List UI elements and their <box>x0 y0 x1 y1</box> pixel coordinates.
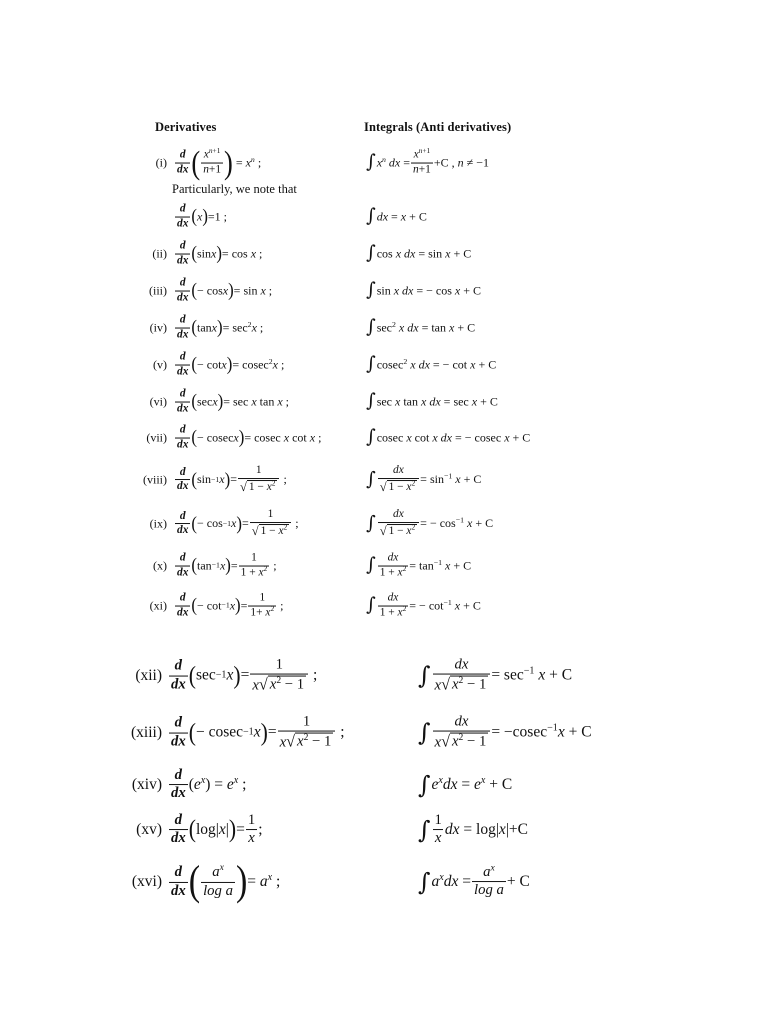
row-number: (xiii) <box>131 724 162 741</box>
derivative-formula: $\frac{d}{dx}$ ( sec x ) = sec x tan x ; <box>177 387 289 415</box>
integral-formula: ∫ sin x dx = − cos x + C <box>366 279 481 301</box>
derivative-formula: $\frac{d}{dx}$ ( − cosec −1 x ) = 1 x √ $x^2 - 1$ ; <box>171 713 345 751</box>
formula-row-ii <box>0 239 768 267</box>
integral-formula: ∫ $e^xdx = e^x + C$ <box>418 770 513 799</box>
derivative-formula: $\frac{d}{dx}$ ( $\frac{a^x}{\text{log a}}$ ) = $a^x$ ; <box>171 858 281 905</box>
formula-row-iii <box>0 276 768 304</box>
formula-row-xii <box>0 656 768 694</box>
formula-row-iv <box>0 313 768 341</box>
row-number: (ii) <box>152 246 167 261</box>
integral-formula: ∫ $a^xdx$ = $\frac{a^x}{\text{log a}}$ + C <box>418 862 530 899</box>
row-number: (iii) <box>149 283 167 298</box>
derivative-formula: $\frac{d}{dx}$ ( $\frac{x^{n+1}}{n+1}$ ) = $x^n$ ; <box>177 143 262 182</box>
integral-formula: ∫ dx √ $1 - x^2$ = − $\cos^{-1} x + C$ <box>366 508 494 538</box>
derivative-formula: $\frac{d}{dx}$ $(e^x) = e^x$ ; <box>171 767 247 802</box>
integral-formula: ∫ dx √ $1 - x^2$ = $\sin^{-1} x + C$ <box>366 464 482 494</box>
formula-row-i <box>0 143 768 182</box>
formula-row-v <box>0 350 768 378</box>
row-number: (viii) <box>143 472 167 487</box>
formula-row-vii <box>0 423 768 451</box>
formula-row-viii <box>0 464 768 494</box>
integral-formula: ∫ dx x √ $x^2 - 1$ = −cosec$^{-1}$x + C <box>418 713 592 751</box>
integral-formula: ∫ $\frac{dx}{1 + x^2}$ = $\tan^{-1} x + C$ <box>366 551 472 579</box>
row-number: (v) <box>153 357 167 372</box>
formula-row-xvi <box>0 858 768 905</box>
formula-row-xi <box>0 591 768 619</box>
derivative-formula: $\frac{d}{dx}$ ( − cot −1 x ) = $\frac{1}{1+ x^2}$ ; <box>177 591 284 619</box>
formula-row-vi <box>0 387 768 415</box>
integral-formula: ∫ cosec$^2$ x dx = − cot x + C <box>366 353 497 375</box>
row-number: (ix) <box>149 516 167 531</box>
derivatives-header: Derivatives <box>155 120 217 134</box>
row-number: (vi) <box>149 394 167 409</box>
row-number: (xv) <box>136 821 162 838</box>
derivative-formula: $\frac{d}{dx}$ ( sec −1 x ) = 1 x √ $x^2 - 1$ ; <box>171 656 318 694</box>
derivative-formula: $\frac{d}{dx}$ ( tan x ) = $\sec^2x$ ; <box>177 313 264 341</box>
formula-row-xv <box>0 812 768 847</box>
row-number: (xiv) <box>131 776 162 793</box>
derivative-formula: $\frac{d}{dx}$ ( sin −1 x ) = 1 √ $1 - x^2$ ; <box>177 464 287 494</box>
integral-formula: ∫ dx x √ $x^2 - 1$ = $\sec^{-1} x + C$ <box>418 656 573 694</box>
integral-formula: ∫ $\sec^2 x$ dx = tan x + C <box>366 316 476 338</box>
derivative-formula: $\frac{d}{dx}$ ( − cos x ) = sin x ; <box>177 276 273 304</box>
derivative-formula: $\frac{d}{dx}$ ( log| x | ) = $\frac{1}{x}$ ; <box>171 812 263 847</box>
integral-formula: ∫ cos x dx = sin x + C <box>366 242 472 264</box>
row-number: (xi) <box>149 598 167 613</box>
derivative-formula: $\frac{d}{dx}$ ( tan −1 x ) = $\frac{1}{1 + x^2}$ ; <box>177 551 277 579</box>
integrals-header: Integrals (Anti derivatives) <box>364 120 512 134</box>
integral-formula: ∫ $\frac{dx}{1 + x^2}$ = − $\cot^{-1} x + C$ <box>366 591 481 619</box>
row-number: (vii) <box>146 430 167 445</box>
integral-formula: ∫ $x^n$ dx = $\frac{x^{n+1}}{n+1}$ +C , n ≠ −1 <box>366 146 489 176</box>
integral-formula: ∫ cosec x cot x dx = − cosec x + C <box>366 426 531 448</box>
formula-row-xiii <box>0 713 768 751</box>
derivative-formula: $\frac{d}{dx}$ ( sin x ) = cos x ; <box>177 239 263 267</box>
derivative-formula: $\frac{d}{dx}$ ( − cos −1 x ) = 1 √ $1 - x^2$ ; <box>177 508 299 538</box>
formula-row-i2 <box>0 202 768 230</box>
integral-formula: ∫ sec x tan x dx = sec x + C <box>366 390 498 412</box>
derivative-formula: $\frac{d}{dx}$ ( x ) =1 ; <box>177 202 228 230</box>
derivative-formula: $\frac{d}{dx}$ ( − cot x ) = cosec$^2$x ; <box>177 350 285 378</box>
row-number: (i) <box>155 155 167 170</box>
row-number: (iv) <box>149 320 167 335</box>
row-number: (xvi) <box>131 873 162 890</box>
note-text: Particularly, we note that <box>172 182 297 196</box>
derivative-formula: $\frac{d}{dx}$ ( − cosec x ) = cosec x cot x ; <box>177 423 322 451</box>
formula-row-ix <box>0 508 768 538</box>
formula-row-x <box>0 551 768 579</box>
formula-row-xiv <box>0 767 768 802</box>
integral-formula: ∫ $\frac{1}{x}$ dx = log|x|+C <box>418 812 528 847</box>
row-number: (xii) <box>135 667 162 684</box>
row-number: (x) <box>153 558 167 573</box>
integral-formula: ∫ dx = x + C <box>366 205 427 227</box>
